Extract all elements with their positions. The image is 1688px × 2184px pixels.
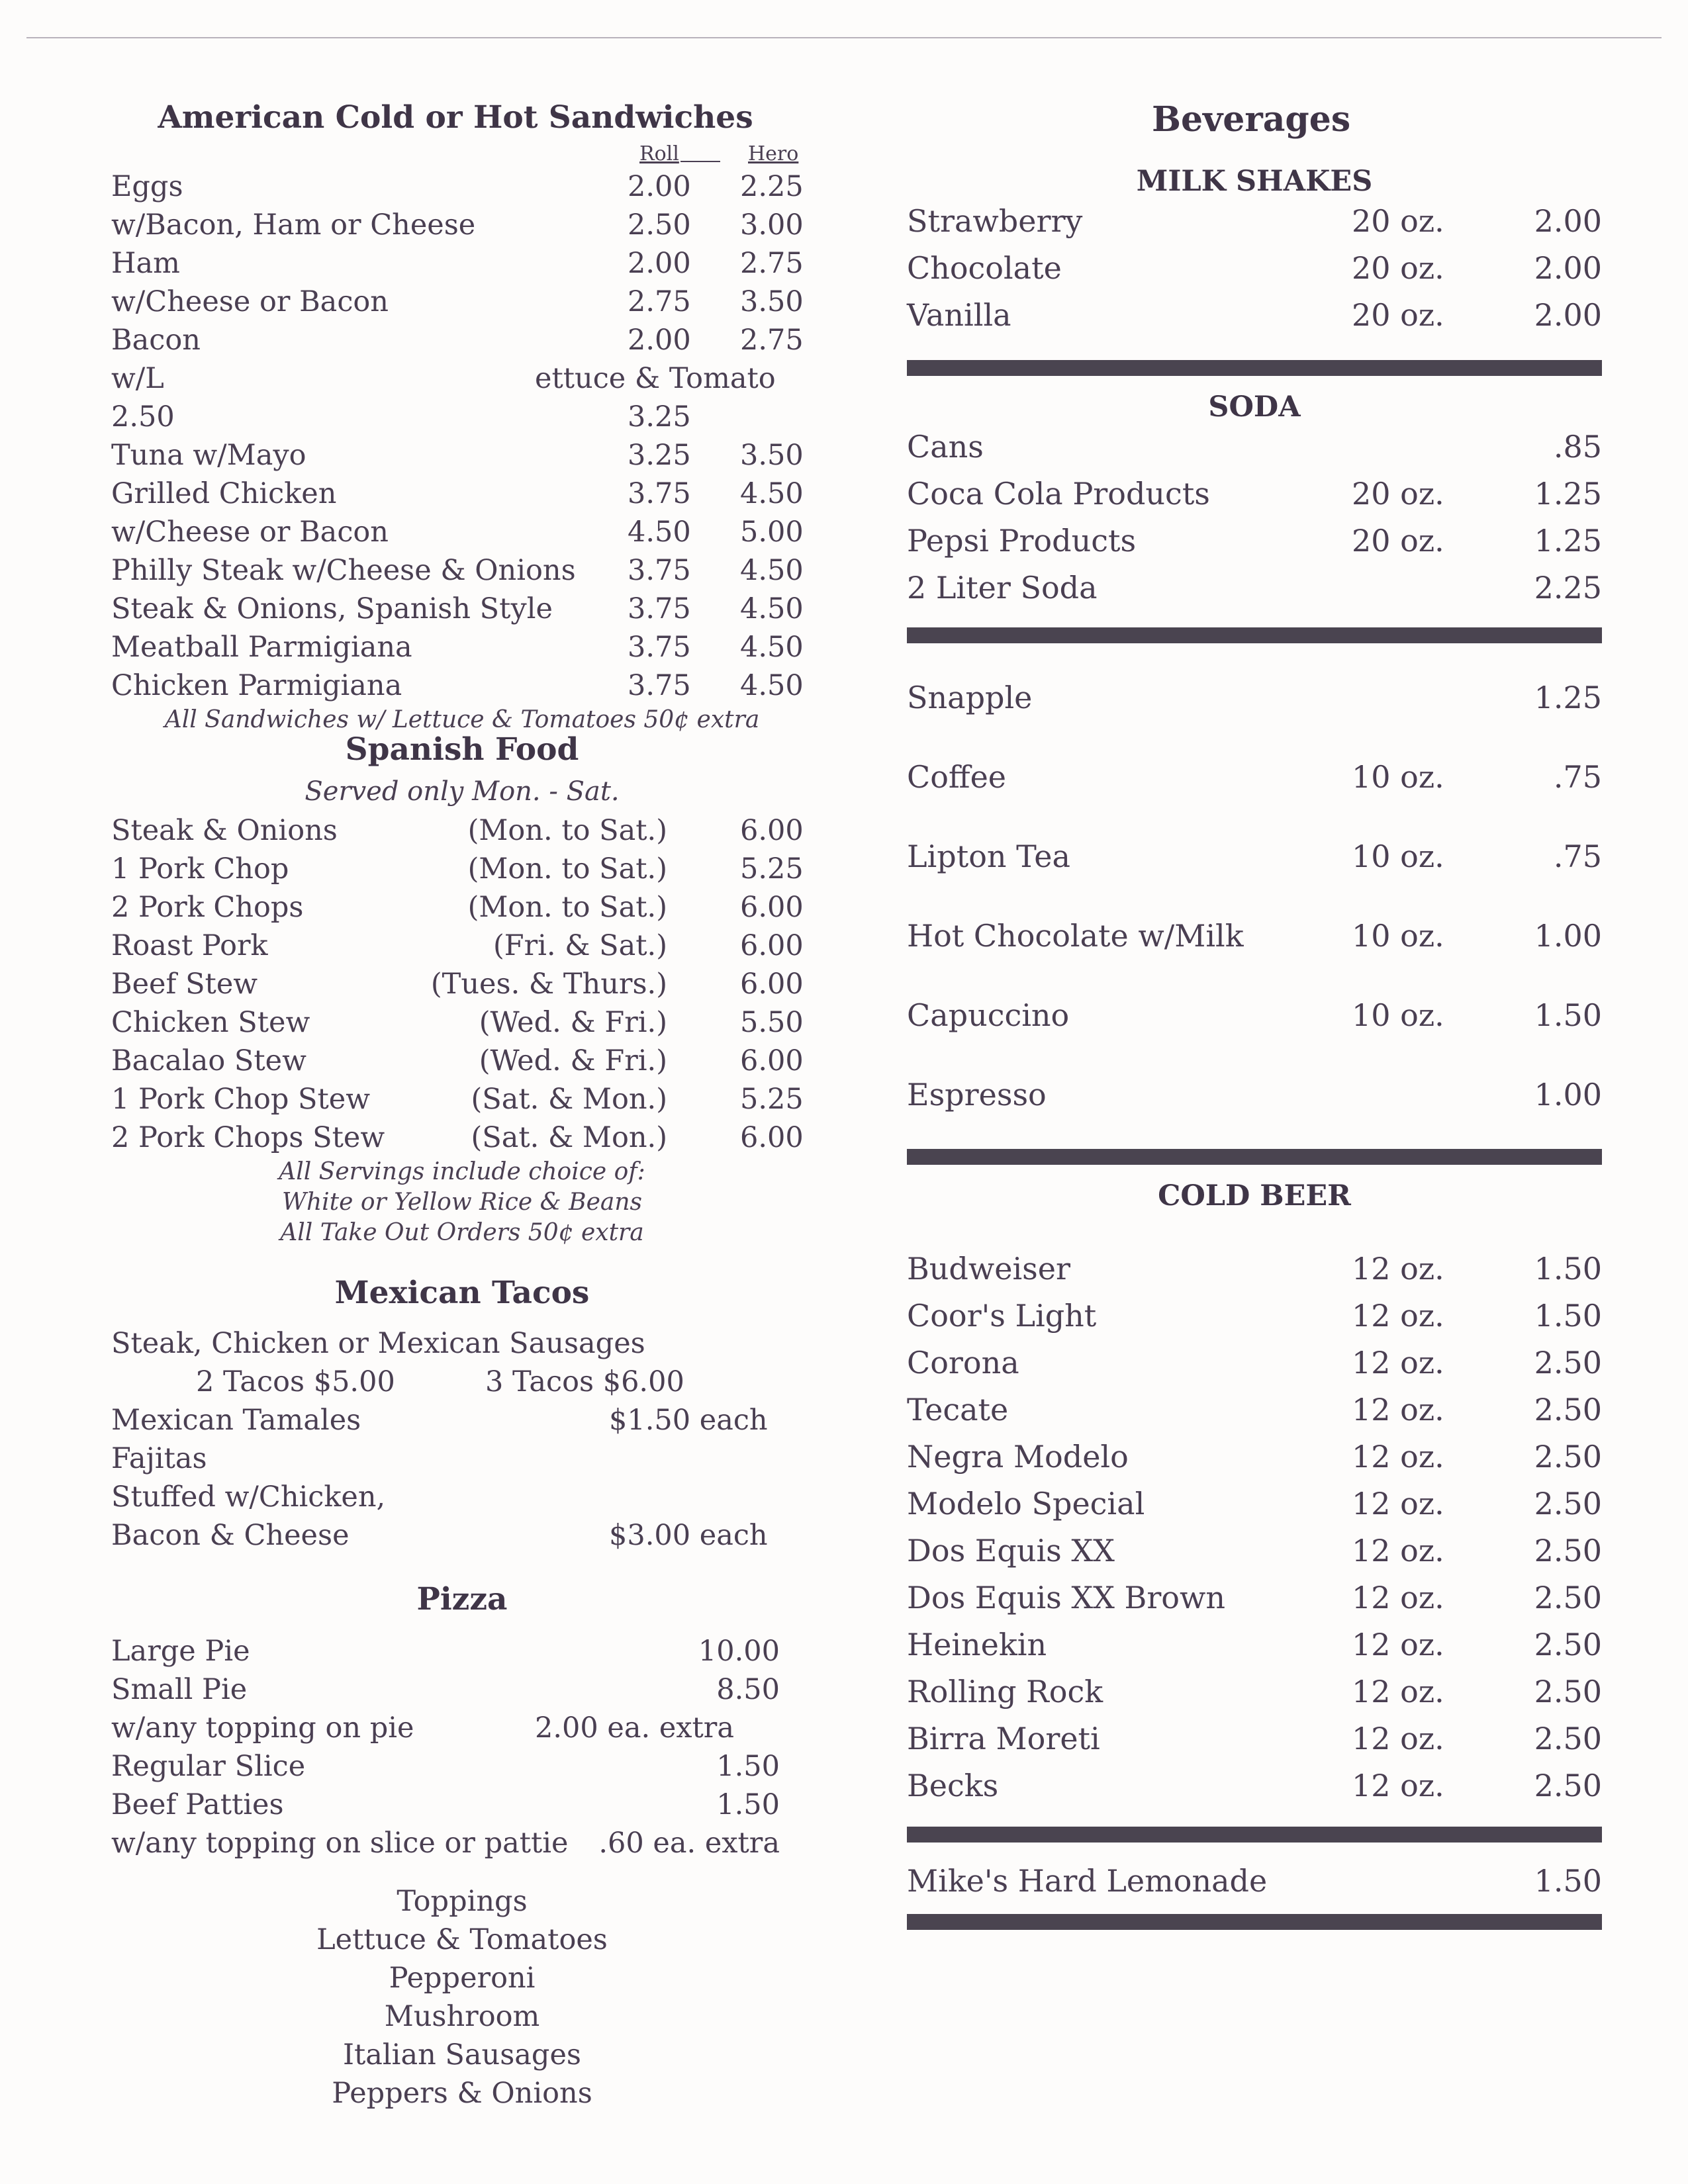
beer-row-price: 2.50 bbox=[1534, 1439, 1602, 1475]
left-column bbox=[111, 99, 813, 2113]
shake-row-name: Chocolate bbox=[907, 250, 1062, 286]
divider-bar bbox=[907, 627, 1602, 643]
spanish-item-price: 5.25 bbox=[740, 852, 804, 886]
spanish-row bbox=[111, 965, 813, 1003]
sandwich-name: Philly Steak w/Cheese & Onions bbox=[111, 554, 576, 587]
sandwich-roll-price: 3.25 bbox=[628, 439, 691, 472]
pizza-item-name: Beef Patties bbox=[111, 1788, 284, 1821]
beer-row-price: 2.50 bbox=[1534, 1345, 1602, 1381]
spanish-row bbox=[111, 888, 813, 927]
spanish-item-price: 6.00 bbox=[740, 1044, 804, 1077]
sandwich-list bbox=[111, 167, 813, 705]
tamales-price: $1.50 each bbox=[609, 1404, 768, 1437]
sandwich-hero-price: 4.50 bbox=[740, 477, 804, 510]
tacos-prices bbox=[111, 1363, 813, 1401]
beer-list bbox=[907, 1246, 1602, 1809]
soda-row-size: 20 oz. bbox=[1352, 476, 1444, 512]
divider-bar bbox=[907, 360, 1602, 376]
soda-row bbox=[907, 518, 1602, 565]
spanish-note-2: White or Yellow Rice & Beans bbox=[281, 1189, 643, 1216]
spanish-item-days: (Sat. & Mon.) bbox=[471, 1083, 667, 1116]
soda-row-price: .85 bbox=[1553, 429, 1602, 465]
tamales-row bbox=[111, 1401, 813, 1439]
sandwich-roll-price: 2.75 bbox=[628, 285, 691, 318]
divider-bar bbox=[907, 1827, 1602, 1843]
spanish-item-name: 2 Pork Chops bbox=[111, 891, 304, 924]
pizza-row bbox=[111, 1670, 813, 1709]
shake-row-price: 2.00 bbox=[1534, 250, 1602, 286]
sandwich-name: Tuna w/Mayo bbox=[111, 439, 306, 472]
beer-row-name: Birra Moreti bbox=[907, 1721, 1100, 1756]
spanish-row bbox=[111, 850, 813, 888]
sandwich-hero-price: 5.00 bbox=[740, 516, 804, 549]
drink-row-price: .75 bbox=[1553, 839, 1602, 874]
beer-row-price: 2.50 bbox=[1534, 1768, 1602, 1803]
toppings-list bbox=[111, 1882, 813, 2113]
sandwich-roll-price: 3.75 bbox=[628, 631, 691, 664]
beer-row-name: Tecate bbox=[907, 1392, 1009, 1428]
topping-item: Peppers & Onions bbox=[332, 2077, 592, 2110]
right-column bbox=[907, 99, 1602, 1944]
fajitas-price: $3.00 each bbox=[609, 1519, 768, 1552]
sandwich-name: w/Cheese or Bacon bbox=[111, 516, 389, 549]
sandwich-row bbox=[111, 551, 813, 590]
sandwich-name: Bacon bbox=[111, 324, 201, 357]
beer-row bbox=[907, 1574, 1602, 1621]
shake-row bbox=[907, 292, 1602, 339]
beer-row-price: 2.50 bbox=[1534, 1674, 1602, 1709]
beer-row-price: 2.50 bbox=[1534, 1721, 1602, 1756]
spanish-note-1: All Servings include choice of: bbox=[279, 1158, 645, 1185]
soda-row bbox=[907, 471, 1602, 518]
top-rule bbox=[26, 37, 1662, 38]
beer-row bbox=[907, 1433, 1602, 1480]
shake-row-size: 20 oz. bbox=[1352, 297, 1444, 333]
shakes-list bbox=[907, 198, 1602, 339]
sandwich-roll-price: 4.50 bbox=[628, 516, 691, 549]
sandwich-name: Steak & Onions, Spanish Style bbox=[111, 592, 553, 625]
sandwich-hero-price: 2.75 bbox=[740, 247, 804, 280]
lemonade-name: Mike's Hard Lemonade bbox=[907, 1863, 1268, 1899]
col-roll: Roll bbox=[639, 142, 679, 165]
pizza-item-name: Large Pie bbox=[111, 1635, 250, 1668]
drink-row bbox=[907, 1055, 1602, 1134]
tamales-name: Mexican Tamales bbox=[111, 1404, 361, 1437]
drink-row bbox=[907, 817, 1602, 896]
pizza-item-extra: 2.00 ea. extra bbox=[535, 1711, 734, 1745]
spanish-item-days: (Mon. to Sat.) bbox=[467, 891, 667, 924]
sandwich-hero-price: 3.00 bbox=[740, 208, 804, 242]
beer-row-name: Negra Modelo bbox=[907, 1439, 1129, 1475]
sandwich-row bbox=[111, 167, 813, 206]
soda-row-name: Coca Cola Products bbox=[907, 476, 1210, 512]
milk-shakes-title: MILK SHAKES bbox=[1136, 165, 1373, 198]
spanish-row bbox=[111, 1042, 813, 1080]
beer-row-name: Dos Equis XX Brown bbox=[907, 1580, 1226, 1615]
col-hero: Hero bbox=[748, 142, 799, 165]
soda-row-size: 20 oz. bbox=[1352, 523, 1444, 559]
spanish-item-name: Roast Pork bbox=[111, 929, 268, 962]
beer-row bbox=[907, 1293, 1602, 1340]
sandwich-name: w/Cheese or Bacon bbox=[111, 285, 389, 318]
drink-row-price: 1.50 bbox=[1534, 997, 1602, 1033]
sandwich-name: Grilled Chicken bbox=[111, 477, 337, 510]
drink-row-price: .75 bbox=[1553, 759, 1602, 795]
spanish-item-days: (Sat. & Mon.) bbox=[471, 1121, 667, 1154]
sandwich-hero-price: 4.50 bbox=[740, 554, 804, 587]
topping-item: Pepperoni bbox=[389, 1962, 536, 1995]
spanish-item-name: 1 Pork Chop bbox=[111, 852, 289, 886]
beer-row bbox=[907, 1715, 1602, 1762]
spanish-item-days: (Tues. & Thurs.) bbox=[430, 968, 667, 1001]
lemonade-price: 1.50 bbox=[1534, 1863, 1602, 1899]
beer-row bbox=[907, 1480, 1602, 1527]
beer-row bbox=[907, 1621, 1602, 1668]
sandwich-row bbox=[111, 475, 813, 513]
beer-row bbox=[907, 1527, 1602, 1574]
fajitas-row bbox=[111, 1439, 813, 1478]
pizza-row bbox=[111, 1786, 813, 1824]
spanish-note-3: All Take Out Orders 50¢ extra bbox=[280, 1219, 644, 1246]
sandwich-row bbox=[111, 359, 813, 398]
sandwich-row bbox=[111, 436, 813, 475]
drink-row-size: 10 oz. bbox=[1352, 997, 1444, 1033]
beer-row-size: 12 oz. bbox=[1352, 1392, 1444, 1428]
shake-row-price: 2.00 bbox=[1534, 203, 1602, 239]
pizza-item-name: w/any topping on slice or pattie bbox=[111, 1827, 569, 1860]
beer-row-name: Budweiser bbox=[907, 1251, 1071, 1287]
soda-title: SODA bbox=[1208, 390, 1301, 424]
spanish-subtitle: Served only Mon. - Sat. bbox=[305, 776, 620, 807]
soda-row-name: 2 Liter Soda bbox=[907, 570, 1098, 606]
beer-row-size: 12 oz. bbox=[1352, 1251, 1444, 1287]
sandwich-roll-price: 3.75 bbox=[628, 477, 691, 510]
beer-row-size: 12 oz. bbox=[1352, 1674, 1444, 1709]
beer-row-size: 12 oz. bbox=[1352, 1580, 1444, 1615]
sandwich-roll-price: 2.00 bbox=[628, 324, 691, 357]
spanish-row bbox=[111, 1003, 813, 1042]
spanish-item-days: (Wed. & Fri.) bbox=[479, 1044, 667, 1077]
spanish-item-name: 1 Pork Chop Stew bbox=[111, 1083, 371, 1116]
stuffed-row bbox=[111, 1478, 813, 1516]
drink-row-name: Lipton Tea bbox=[907, 839, 1070, 874]
drink-row-name: Hot Chocolate w/Milk bbox=[907, 918, 1244, 954]
beer-row-size: 12 oz. bbox=[1352, 1486, 1444, 1522]
sandwich-name: w/Bacon, Ham or Cheese bbox=[111, 208, 476, 242]
spanish-item-price: 6.00 bbox=[740, 1121, 804, 1154]
drink-row-name: Coffee bbox=[907, 759, 1007, 795]
cold-beer-title: COLD BEER bbox=[1158, 1179, 1351, 1212]
soda-row bbox=[907, 424, 1602, 471]
spanish-row bbox=[111, 811, 813, 850]
sandwich-roll-price: 3.75 bbox=[628, 592, 691, 625]
pizza-row bbox=[111, 1709, 813, 1747]
drink-row bbox=[907, 976, 1602, 1055]
beer-row-price: 2.50 bbox=[1534, 1580, 1602, 1615]
beverages-title: Beverages bbox=[1152, 99, 1351, 140]
sandwich-extra: ettuce & Tomato bbox=[535, 362, 776, 395]
beer-row-name: Rolling Rock bbox=[907, 1674, 1103, 1709]
topping-item: Italian Sausages bbox=[343, 2038, 581, 2071]
sandwich-name: Eggs bbox=[111, 170, 183, 203]
sandwich-row bbox=[111, 628, 813, 666]
sandwich-hero-price: 4.50 bbox=[740, 592, 804, 625]
spanish-item-price: 5.50 bbox=[740, 1006, 804, 1039]
pizza-item-price: 8.50 bbox=[716, 1673, 780, 1706]
sandwich-row bbox=[111, 590, 813, 628]
sandwich-roll-price: 3.75 bbox=[628, 554, 691, 587]
sandwich-row bbox=[111, 321, 813, 359]
spanish-item-name: 2 Pork Chops Stew bbox=[111, 1121, 385, 1154]
beer-row-size: 12 oz. bbox=[1352, 1439, 1444, 1475]
beer-row-name: Coor's Light bbox=[907, 1298, 1097, 1334]
sandwich-roll-price: 2.00 bbox=[628, 170, 691, 203]
soda-row bbox=[907, 565, 1602, 612]
shake-row bbox=[907, 198, 1602, 245]
sandwich-roll-price: 3.75 bbox=[628, 669, 691, 702]
sandwich-name: Meatball Parmigiana bbox=[111, 631, 412, 664]
beer-row bbox=[907, 1762, 1602, 1809]
sandwich-row bbox=[111, 398, 813, 436]
sandwich-roll-price: 2.50 bbox=[628, 208, 691, 242]
sandwich-column-headers bbox=[111, 141, 813, 167]
sandwich-name: Chicken Parmigiana bbox=[111, 669, 402, 702]
soda-row-price: 2.25 bbox=[1534, 570, 1602, 606]
beer-row-price: 2.50 bbox=[1534, 1533, 1602, 1569]
beer-row-size: 12 oz. bbox=[1352, 1721, 1444, 1756]
spanish-item-days: (Mon. to Sat.) bbox=[467, 852, 667, 886]
sandwich-row bbox=[111, 666, 813, 705]
pizza-item-price: 10.00 bbox=[698, 1635, 780, 1668]
spanish-item-price: 6.00 bbox=[740, 891, 804, 924]
lemonade-row bbox=[907, 1857, 1602, 1905]
pizza-row bbox=[111, 1824, 813, 1862]
sandwich-name: w/L bbox=[111, 362, 164, 395]
spanish-item-price: 6.00 bbox=[740, 929, 804, 962]
beer-row-size: 12 oz. bbox=[1352, 1298, 1444, 1334]
fajitas-stuffed: Stuffed w/Chicken, bbox=[111, 1480, 386, 1514]
spanish-row bbox=[111, 1118, 813, 1157]
drink-row-name: Espresso bbox=[907, 1077, 1047, 1113]
tacos-title: Mexican Tacos bbox=[334, 1275, 590, 1311]
beer-row-name: Modelo Special bbox=[907, 1486, 1145, 1522]
beer-row-name: Corona bbox=[907, 1345, 1019, 1381]
shake-row bbox=[907, 245, 1602, 292]
pizza-row bbox=[111, 1747, 813, 1786]
sandwich-roll-price: 3.25 bbox=[628, 400, 691, 433]
drink-row bbox=[907, 658, 1602, 737]
shake-row-size: 20 oz. bbox=[1352, 203, 1444, 239]
hot-drinks-list bbox=[907, 658, 1602, 1134]
beer-row-size: 12 oz. bbox=[1352, 1345, 1444, 1381]
beer-row-size: 12 oz. bbox=[1352, 1627, 1444, 1662]
spanish-title: Spanish Food bbox=[345, 731, 579, 768]
pizza-item-price: .60 ea. extra bbox=[598, 1827, 780, 1860]
sandwich-hero-price: 4.50 bbox=[740, 631, 804, 664]
sandwich-row bbox=[111, 513, 813, 551]
pizza-row bbox=[111, 1632, 813, 1670]
pizza-title: Pizza bbox=[416, 1581, 508, 1617]
spanish-item-price: 6.00 bbox=[740, 968, 804, 1001]
shake-row-price: 2.00 bbox=[1534, 297, 1602, 333]
beer-row-name: Heinekin bbox=[907, 1627, 1047, 1662]
beer-row bbox=[907, 1668, 1602, 1715]
drink-row-price: 1.00 bbox=[1534, 918, 1602, 954]
sandwich-hero-price: 2.25 bbox=[740, 170, 804, 203]
drink-row bbox=[907, 896, 1602, 976]
spanish-row bbox=[111, 927, 813, 965]
beer-row-size: 12 oz. bbox=[1352, 1768, 1444, 1803]
sandwich-hero-price: 3.50 bbox=[740, 439, 804, 472]
beer-row bbox=[907, 1387, 1602, 1433]
beer-row-price: 2.50 bbox=[1534, 1486, 1602, 1522]
drink-row-name: Snapple bbox=[907, 680, 1033, 715]
beer-row bbox=[907, 1246, 1602, 1293]
beer-row-price: 2.50 bbox=[1534, 1392, 1602, 1428]
shake-row-name: Vanilla bbox=[907, 297, 1011, 333]
topping-item: Mushroom bbox=[384, 2000, 540, 2033]
beer-row-price: 1.50 bbox=[1534, 1298, 1602, 1334]
pizza-item-name: Regular Slice bbox=[111, 1750, 306, 1783]
drink-row bbox=[907, 737, 1602, 817]
pizza-item-name: Small Pie bbox=[111, 1673, 248, 1706]
beer-row-price: 2.50 bbox=[1534, 1627, 1602, 1662]
drink-row-size: 10 oz. bbox=[1352, 759, 1444, 795]
pizza-list bbox=[111, 1632, 813, 1862]
shake-row-size: 20 oz. bbox=[1352, 250, 1444, 286]
sandwich-roll-price: 2.00 bbox=[628, 247, 691, 280]
sandwich-note: All Sandwiches w/ Lettuce & Tomatoes 50¢ extra bbox=[164, 706, 760, 733]
beer-row-name: Becks bbox=[907, 1768, 999, 1803]
beer-row-price: 1.50 bbox=[1534, 1251, 1602, 1287]
sandwich-row bbox=[111, 244, 813, 283]
bacon-cheese-row bbox=[111, 1516, 813, 1555]
divider-bar bbox=[907, 1914, 1602, 1930]
fajitas-name: Fajitas bbox=[111, 1442, 207, 1475]
drink-row-size: 10 oz. bbox=[1352, 918, 1444, 954]
sandwich-row bbox=[111, 283, 813, 321]
soda-row-price: 1.25 bbox=[1534, 523, 1602, 559]
tacos-fillings: Steak, Chicken or Mexican Sausages bbox=[111, 1327, 645, 1360]
divider-bar bbox=[907, 1149, 1602, 1165]
pizza-item-price: 1.50 bbox=[716, 1788, 780, 1821]
beer-row-name: Dos Equis XX bbox=[907, 1533, 1115, 1569]
sandwiches-title: American Cold or Hot Sandwiches bbox=[158, 99, 753, 136]
two-tacos-price: 2 Tacos $5.00 bbox=[196, 1365, 395, 1398]
spanish-item-name: Bacalao Stew bbox=[111, 1044, 306, 1077]
soda-row-name: Pepsi Products bbox=[907, 523, 1137, 559]
spanish-item-name: Chicken Stew bbox=[111, 1006, 310, 1039]
shake-row-name: Strawberry bbox=[907, 203, 1083, 239]
sandwich-hero-price: 3.50 bbox=[740, 285, 804, 318]
beer-row-size: 12 oz. bbox=[1352, 1533, 1444, 1569]
sandwich-hero-price: 4.50 bbox=[740, 669, 804, 702]
sandwich-name: 2.50 bbox=[111, 400, 175, 433]
tacos-line bbox=[111, 1324, 813, 1363]
spanish-item-name: Steak & Onions bbox=[111, 814, 338, 847]
sandwich-name: Ham bbox=[111, 247, 180, 280]
sandwich-row bbox=[111, 206, 813, 244]
three-tacos-price: 3 Tacos $6.00 bbox=[485, 1365, 684, 1398]
topping-item: Lettuce & Tomatoes bbox=[316, 1923, 608, 1956]
soda-row-name: Cans bbox=[907, 429, 984, 465]
pizza-item-name: w/any topping on pie bbox=[111, 1711, 414, 1745]
pizza-item-price: 1.50 bbox=[716, 1750, 780, 1783]
spanish-item-days: (Fri. & Sat.) bbox=[492, 929, 667, 962]
drink-row-price: 1.25 bbox=[1534, 680, 1602, 715]
spanish-list bbox=[111, 811, 813, 1157]
soda-row-price: 1.25 bbox=[1534, 476, 1602, 512]
tacos-section bbox=[111, 1324, 813, 1555]
drink-row-size: 10 oz. bbox=[1352, 839, 1444, 874]
soda-list bbox=[907, 424, 1602, 612]
spanish-item-price: 5.25 bbox=[740, 1083, 804, 1116]
spanish-item-days: (Mon. to Sat.) bbox=[467, 814, 667, 847]
col-header-underline bbox=[680, 161, 720, 162]
spanish-item-name: Beef Stew bbox=[111, 968, 258, 1001]
spanish-item-price: 6.00 bbox=[740, 814, 804, 847]
spanish-item-days: (Wed. & Fri.) bbox=[479, 1006, 667, 1039]
drink-row-price: 1.00 bbox=[1534, 1077, 1602, 1113]
fajitas-bacon-cheese: Bacon & Cheese bbox=[111, 1519, 350, 1552]
spanish-row bbox=[111, 1080, 813, 1118]
sandwich-hero-price: 2.75 bbox=[740, 324, 804, 357]
toppings-heading: Toppings bbox=[397, 1885, 528, 1918]
beer-row bbox=[907, 1340, 1602, 1387]
drink-row-name: Capuccino bbox=[907, 997, 1070, 1033]
